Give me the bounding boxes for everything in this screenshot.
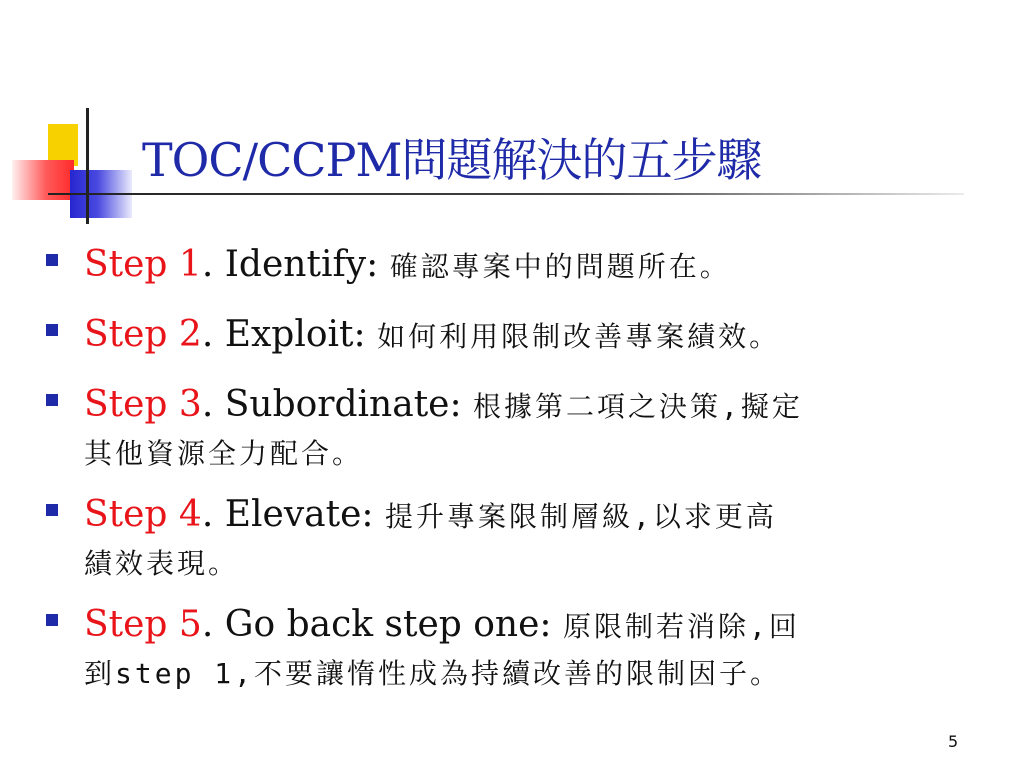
- step-label: Step 4: [84, 494, 202, 535]
- step-term: . Subordinate:: [201, 384, 474, 425]
- step-term: . Exploit:: [201, 314, 378, 355]
- page-number: 5: [948, 732, 959, 751]
- list-item: [46, 236, 986, 300]
- step-description: 原限制若消除,回: [563, 610, 800, 643]
- list-item: [46, 306, 986, 370]
- vertical-rule: [86, 108, 89, 224]
- bullet-square-icon: [46, 614, 58, 626]
- list-item: [46, 376, 986, 480]
- step-term: . Elevate:: [201, 494, 385, 535]
- title-underline: [48, 193, 964, 195]
- bullet-square-icon: [46, 394, 58, 406]
- slide-title: TOC/CCPM問題解決的五步驟: [142, 133, 762, 187]
- step-term: . Identify:: [201, 244, 390, 285]
- step-label: Step 5: [84, 604, 202, 645]
- step-description-continued: 其他資源全力配合。: [84, 437, 364, 470]
- step-label: Step 3: [84, 384, 202, 425]
- step-description-continued: 到step 1,不要讓惰性成為持續改善的限制因子。: [84, 657, 782, 690]
- steps-list: [46, 236, 986, 706]
- step-description: 確認專案中的問題所在。: [389, 250, 731, 283]
- step-description: 如何利用限制改善專案績效。: [377, 320, 781, 353]
- step-label: Step 1: [84, 244, 202, 285]
- bullet-square-icon: [46, 504, 58, 516]
- step-description-continued: 績效表現。: [84, 547, 240, 580]
- step-label: Step 2: [84, 314, 202, 355]
- list-item: [46, 596, 986, 700]
- bullet-square-icon: [46, 254, 58, 266]
- list-item: [46, 486, 986, 590]
- step-description: 提升專案限制層級,以求更高: [384, 500, 777, 533]
- step-description: 根據第二項之決策,擬定: [473, 390, 803, 423]
- bullet-square-icon: [46, 324, 58, 336]
- step-term: . Go back step one:: [201, 604, 563, 645]
